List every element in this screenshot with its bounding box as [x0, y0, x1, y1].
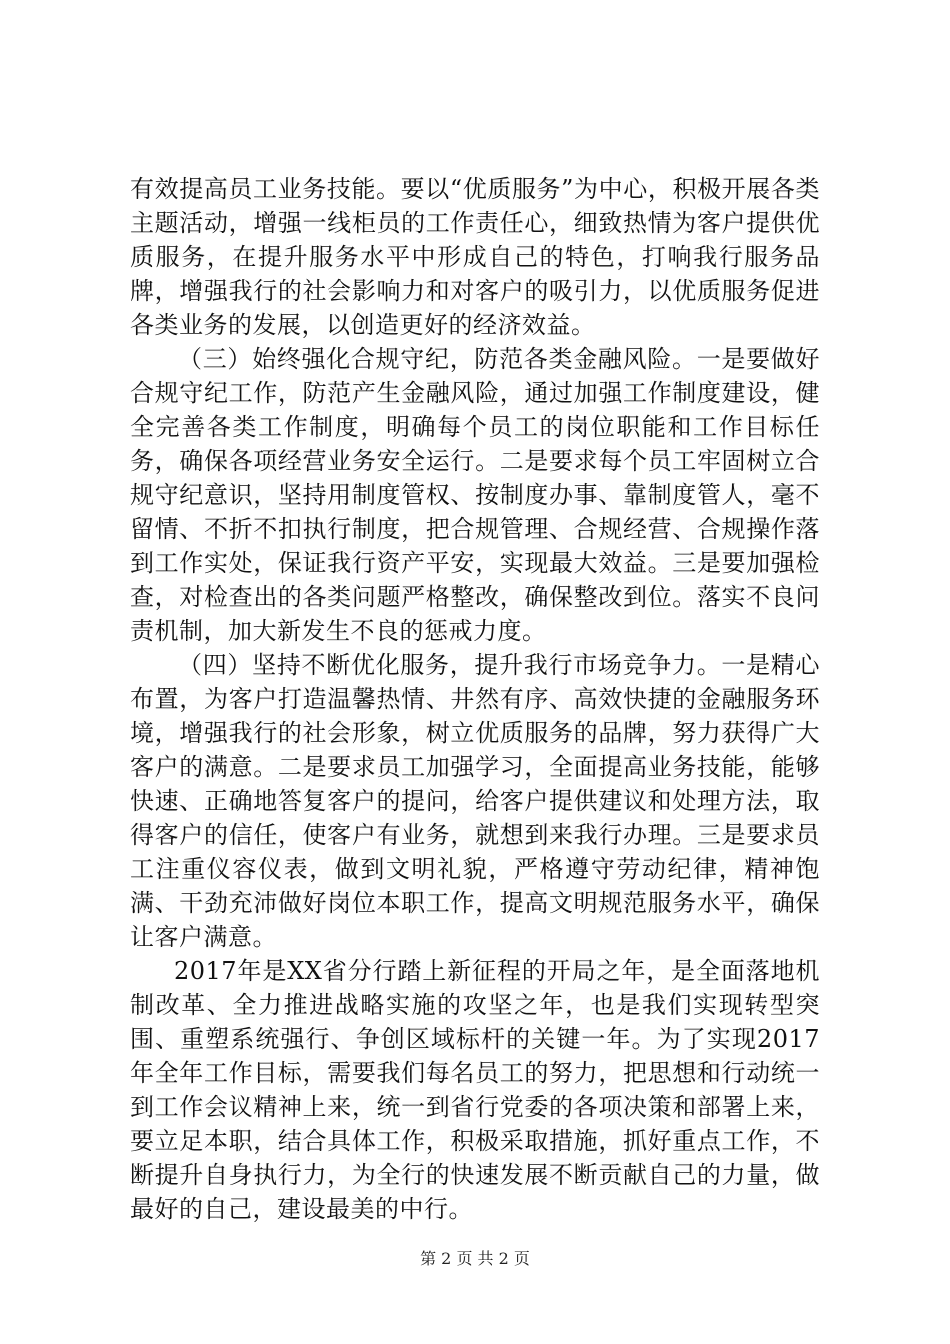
page-number-footer: 第 2 页 共 2 页	[420, 1249, 530, 1268]
paragraph-compliance: （三）始终强化合规守纪，防范各类金融风险。一是要做好合规守纪工作，防范产生金融风险，通过加强工作制度建设，健全完善各类工作制度，明确每个员工的岗位职能和工作目标任务，确保各项经营业务安全运行。二是要求每个员工牢固树立合规守纪意识，坚持用制度管权、按制度办事、靠制度管人，毫不留情、不折不扣执行制度，把合规管理、合规经营、合规操作落到工作实处，保证我行资产平安，实现最大效益。三是要加强检查，对检查出的各类问题严格整改，确保整改到位。落实不良问责机制，加大新发生不良的惩戒力度。	[130, 345, 820, 645]
document-body	[130, 172, 820, 1226]
paragraph-optimize-service: （四）坚持不断优化服务，提升我行市场竞争力。一是精心布置，为客户打造温馨热情、井然有序、高效快捷的金融服务环境，增强我行的社会形象，树立优质服务的品牌，努力获得广大客户的满意。二是要求员工加强学习，全面提高业务技能，能够快速、正确地答复客户的提问，给客户提供建议和处理方法，取得客户的信任，使客户有业务，就想到来我行办理。三是要求员工注重仪容仪表，做到文明礼貌，严格遵守劳动纪律，精神饱满、干劲充沛做好岗位本职工作，提高文明规范服务水平，确保让客户满意。	[130, 651, 820, 951]
paragraph-service-quality: 有效提高员工业务技能。要以“优质服务”为中心，积极开展各类主题活动，增强一线柜员的工作责任心，细致热情为客户提供优质服务，在提升服务水平中形成自己的特色，打响我行服务品牌，增强我行的社会影响力和对客户的吸引力，以优质服务促进各类业务的发展，以创造更好的经济效益。	[130, 175, 820, 339]
paragraph-2017-goals: 2017年是XX省分行踏上新征程的开局之年，是全面落地机制改革、全力推进战略实施的攻坚之年，也是我们实现转型突围、重塑系统强行、争创区域标杆的关键一年。为了实现2017年全年工作目标，需要我们每名员工的努力，把思想和行动统一到工作会议精神上来，统一到省行党委的各项决策和部署上来，要立足本职，结合具体工作，积极采取措施，抓好重点工作，不断提升自身执行力，为全行的快速发展不断贡献自己的力量，做最好的自己，建设最美的中行。	[130, 957, 820, 1223]
